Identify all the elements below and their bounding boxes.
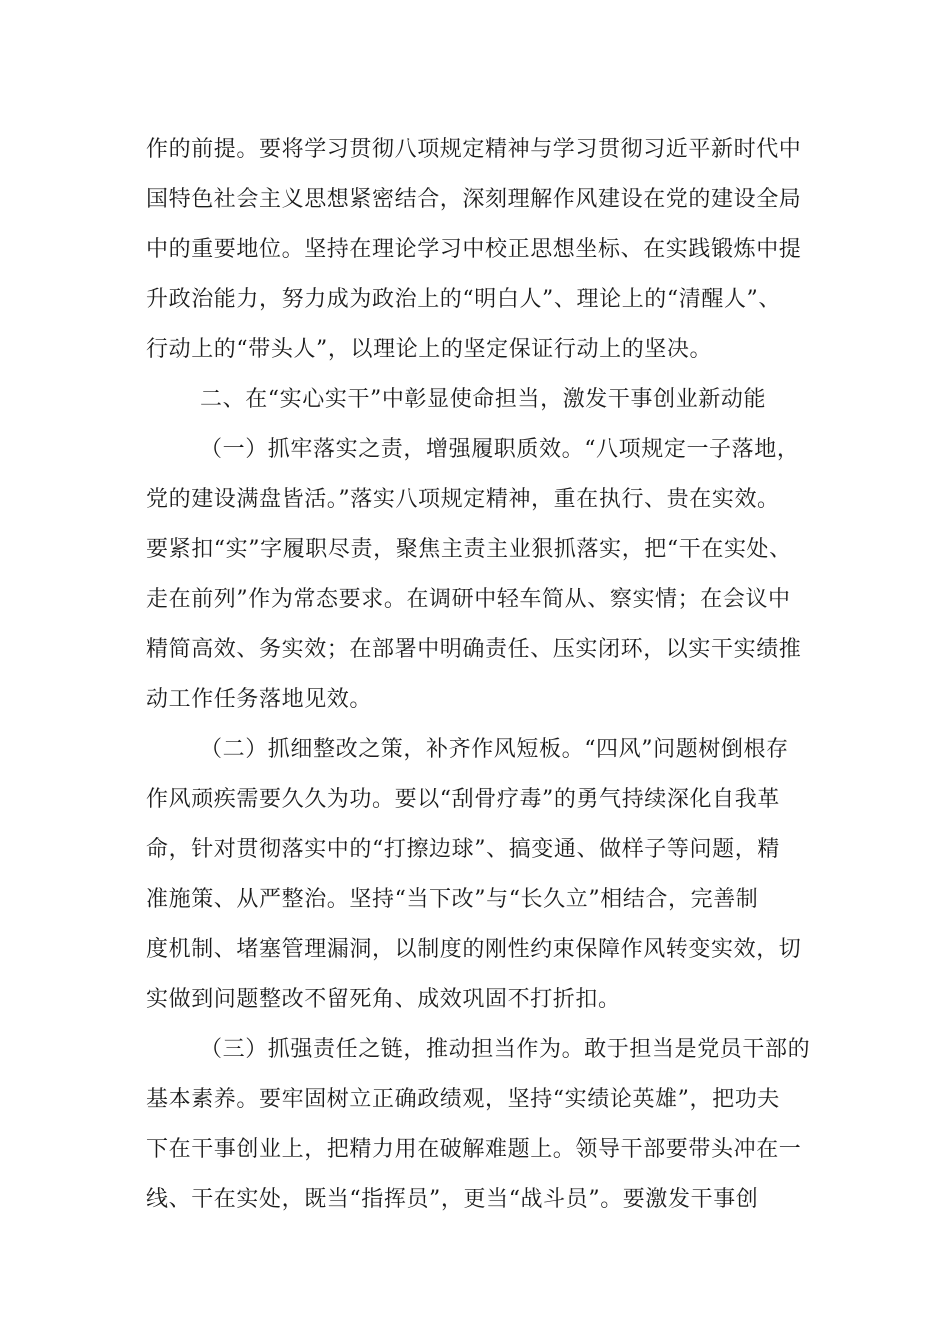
paragraph-line: 要紧扣“实”字履职尽责，聚焦主责主业狠抓落实，把“干在实处、 <box>146 537 792 562</box>
section-heading: 二、在“实心实干”中彰显使命担当，激发干事创业新动能 <box>200 387 767 412</box>
paragraph-line: 党的建设满盘皆活。”落实八项规定精神，重在执行、贵在实效。 <box>146 487 780 512</box>
paragraph-line: 实做到问题整改不留死角、成效巩固不打折扣。 <box>146 987 621 1012</box>
paragraph-line: 基本素养。要牢固树立正确政绩观，坚持“实绩论英雄”，把功夫 <box>146 1087 780 1112</box>
paragraph-line: 走在前列”作为常态要求。在调研中轻车简从、察实情；在会议中 <box>146 587 791 612</box>
paragraph-line: 动工作任务落地见效。 <box>146 687 373 712</box>
subsection-heading-line: （三）抓强责任之链，推动担当作为。敢于担当是党员干部的 <box>200 1037 811 1062</box>
paragraph-line: 准施策、从严整治。坚持“当下改”与“长久立”相结合，完善制 <box>146 887 759 912</box>
paragraph-line: 命，针对贯彻落实中的“打擦边球”、搞变通、做样子等问题，精 <box>146 837 780 862</box>
subsection-heading-line: （一）抓牢落实之责，增强履职质效。“八项规定一子落地， <box>200 437 800 462</box>
paragraph-line: 精简高效、务实效；在部署中明确责任、压实闭环，以实干实绩推 <box>146 637 802 662</box>
subsection-heading-line: （二）抓细整改之策，补齐作风短板。“四风”问题树倒根存 <box>200 737 789 762</box>
paragraph-line: 国特色社会主义思想紧密结合，深刻理解作风建设在党的建设全局 <box>146 187 802 212</box>
paragraph-line: 作风顽疾需要久久为功。要以“刮骨疗毒”的勇气持续深化自我革 <box>146 787 780 812</box>
paragraph-line: 度机制、堵塞管理漏洞，以制度的刚性约束保障作风转变实效，切 <box>146 937 802 962</box>
paragraph-line: 行动上的“带头人”，以理论上的坚定保证行动上的坚决。 <box>146 337 713 362</box>
paragraph-line: 中的重要地位。坚持在理论学习中校正思想坐标、在实践锻炼中提 <box>146 237 802 262</box>
paragraph-line: 作的前提。要将学习贯彻八项规定精神与学习贯彻习近平新时代中 <box>146 137 802 162</box>
paragraph-line: 线、干在实处，既当“指挥员”，更当“战斗员”。要激发干事创 <box>146 1187 759 1212</box>
paragraph-line: 升政治能力，努力成为政治上的“明白人”、理论上的“清醒人”、 <box>146 287 781 312</box>
paragraph-line: 下在干事创业上，把精力用在破解难题上。领导干部要带头冲在一 <box>146 1137 802 1162</box>
